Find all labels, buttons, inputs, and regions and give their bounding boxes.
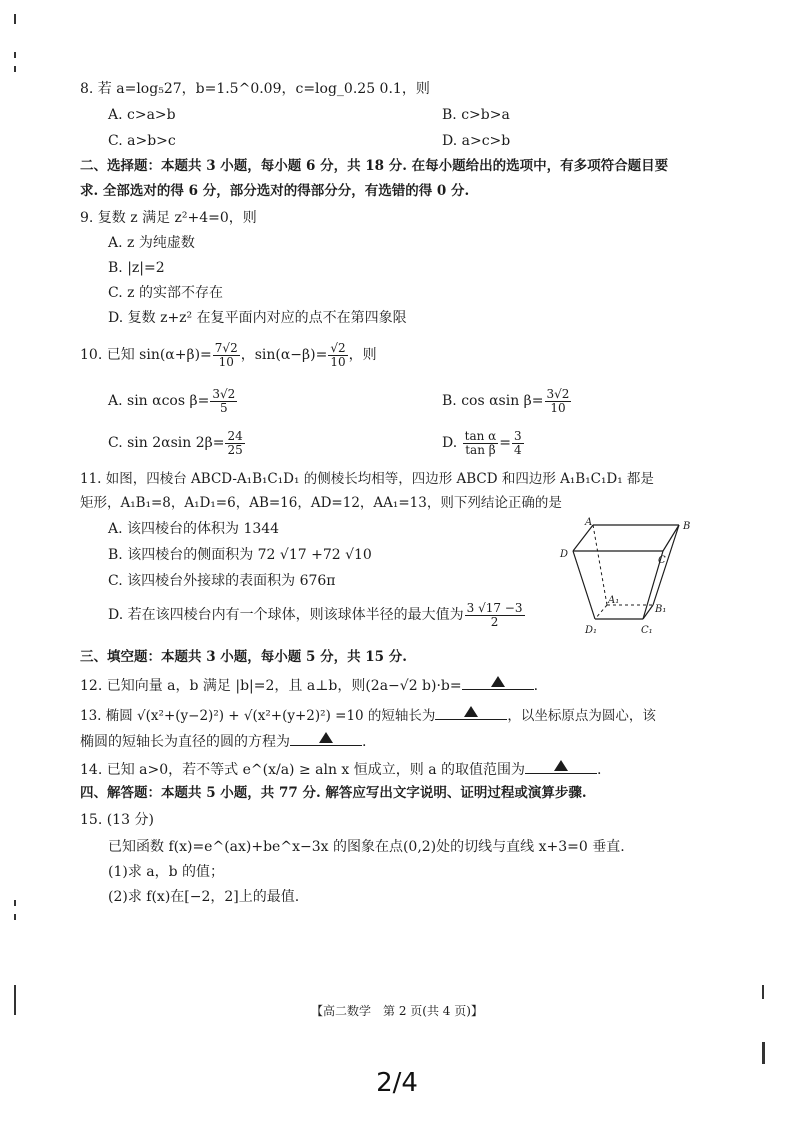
edge-dd1 bbox=[573, 551, 595, 619]
q15-stem: 已知函数 f(x)=e^(ax)+be^x−3x 的图象在点(0,2)处的切线与直线 x+3=0 垂直. bbox=[108, 839, 625, 855]
triangle-marker-icon bbox=[464, 706, 478, 717]
q10-option-a-text: A. sin αcos β= bbox=[108, 393, 210, 409]
q8-option-c: C. a>b>c bbox=[108, 133, 176, 149]
q10-option-d-right-numerator: 3 bbox=[514, 428, 522, 443]
label-c: C bbox=[658, 555, 666, 566]
q10-fraction-2-denominator: 10 bbox=[330, 354, 346, 369]
q10-option-d bbox=[442, 428, 525, 458]
scan-mark bbox=[762, 1042, 765, 1064]
page-number: 2/4 bbox=[376, 1068, 418, 1098]
q10-fraction-1 bbox=[213, 342, 240, 369]
q10-option-b-text: B. cos αsin β= bbox=[442, 393, 544, 409]
q10-fraction-1-denominator: 10 bbox=[218, 354, 234, 369]
q10-option-b-denominator: 10 bbox=[550, 400, 566, 415]
label-a: A bbox=[585, 517, 593, 528]
q13-after: ，以坐标原点为圆心，该 bbox=[507, 708, 656, 724]
q10-option-c-text: C. sin 2αsin 2β= bbox=[108, 435, 225, 451]
q10-option-c bbox=[108, 428, 246, 458]
q12 bbox=[80, 675, 538, 695]
triangle-marker-icon bbox=[491, 676, 505, 687]
q9-option-a: A. z 为纯虚数 bbox=[108, 235, 195, 251]
q13-line2 bbox=[80, 731, 366, 751]
label-c1: C₁ bbox=[641, 625, 653, 636]
edge-a1d1 bbox=[595, 605, 607, 619]
triangle-marker-icon bbox=[319, 732, 333, 743]
q13-line1 bbox=[80, 705, 656, 725]
q11-stem-line2: 矩形，A₁B₁=8，A₁D₁=6，AB=16，AD=12，AA₁=13，则下列结论正确的是 bbox=[80, 495, 562, 511]
q13-answer-blank-1[interactable] bbox=[435, 705, 507, 720]
edge-bc bbox=[663, 525, 679, 551]
scan-mark bbox=[14, 14, 16, 24]
q9-option-c: C. z 的实部不存在 bbox=[108, 285, 223, 301]
q10-option-b-numerator: 3√2 bbox=[546, 386, 570, 401]
label-d1: D₁ bbox=[585, 625, 598, 636]
q10-option-d-left-denominator: tan β bbox=[465, 442, 496, 457]
page-footer: 【高二数学 第 2 页(共 4 页)】 bbox=[311, 1004, 483, 1018]
label-b1: B₁ bbox=[655, 604, 667, 615]
scan-mark bbox=[14, 900, 16, 906]
section2-heading-line2: 求. 全部选对的得 6 分，部分选对的得部分分，有选错的得 0 分. bbox=[80, 183, 470, 199]
q14 bbox=[80, 759, 601, 779]
q9-option-b: B. |z|=2 bbox=[108, 260, 165, 276]
q8-option-d: D. a>c>b bbox=[442, 133, 511, 149]
q12-end: . bbox=[533, 678, 539, 694]
q10-fraction-2 bbox=[328, 342, 347, 369]
q11-option-d-text: D. 若在该四棱台内有一个球体，则该球体半径的最大值为 bbox=[108, 607, 464, 623]
edge-da bbox=[573, 525, 593, 551]
q10-fraction-1-numerator: 7√2 bbox=[214, 340, 238, 355]
scan-mark bbox=[14, 52, 16, 58]
section2-heading-line1: 二、选择题：本题共 3 小题，每小题 6 分，共 18 分. 在每小题给出的选项中，有多项符合题目要 bbox=[80, 158, 669, 174]
q10-suffix: ，则 bbox=[348, 347, 377, 363]
q10-mid: ，sin(α−β)= bbox=[240, 347, 328, 363]
label-b: B bbox=[683, 521, 691, 532]
q10-stem bbox=[80, 340, 377, 370]
q11-option-d-numerator: 3 √17 −3 bbox=[466, 600, 523, 615]
q12-text: 12. 已知向量 a，b 满足 |b|=2，且 a⊥b，则(2a−√2 b)·b= bbox=[80, 678, 462, 694]
q8-stem: 8. 若 a=log₅27，b=1.5^0.09，c=log_0.25 0.1，则 bbox=[80, 81, 430, 97]
frustum-figure bbox=[555, 515, 705, 640]
scan-mark bbox=[14, 914, 16, 920]
q13-line2-end: . bbox=[362, 734, 367, 750]
q10-option-a-numerator: 3√2 bbox=[212, 386, 236, 401]
q10-option-c-numerator: 24 bbox=[227, 428, 243, 443]
q8-option-b: B. c>b>a bbox=[442, 107, 510, 123]
q10-option-b-fraction bbox=[545, 388, 572, 415]
q12-answer-blank[interactable] bbox=[462, 675, 534, 690]
triangle-marker-icon bbox=[554, 760, 568, 771]
label-d: D bbox=[560, 549, 569, 560]
q10-option-d-left-fraction bbox=[463, 430, 499, 457]
q11-option-a: A. 该四棱台的体积为 1344 bbox=[108, 521, 280, 537]
q9-option-d: D. 复数 z+z² 在复平面内对应的点不在第四象限 bbox=[108, 310, 407, 326]
q11-option-d bbox=[108, 600, 526, 630]
section3-heading: 三、填空题：本题共 3 小题，每小题 5 分，共 15 分. bbox=[80, 649, 407, 665]
label-a1: A₁ bbox=[608, 595, 620, 606]
edge-bb1 bbox=[653, 525, 679, 605]
q10-option-d-left-numerator: tan α bbox=[464, 428, 497, 443]
q14-end: . bbox=[597, 762, 602, 778]
q8-option-a: A. c>a>b bbox=[108, 107, 176, 123]
q15-part-1: (1)求 a，b 的值； bbox=[108, 864, 225, 880]
section4-heading: 四、解答题：本题共 5 小题，共 77 分. 解答应写出文字说明、证明过程或演算步骤. bbox=[80, 785, 587, 801]
q13-line2-text: 椭圆的短轴长为直径的圆的方程为 bbox=[80, 734, 290, 750]
q10-fraction-2-numerator: √2 bbox=[330, 340, 346, 355]
q10-option-d-equals: = bbox=[499, 435, 511, 451]
q15-part-2: (2)求 f(x)在[−2，2]上的最值. bbox=[108, 889, 300, 905]
q10-option-d-text: D. bbox=[442, 435, 458, 451]
q11-option-d-fraction bbox=[465, 602, 525, 629]
q11-option-d-denominator: 2 bbox=[490, 614, 499, 629]
q10-option-d-right-fraction bbox=[512, 430, 524, 457]
q14-text: 14. 已知 a>0，若不等式 e^(x/a) ≥ aln x 恒成立，则 a 的取值范围为 bbox=[80, 762, 526, 778]
q13-text: 13. 椭圆 √(x²+(y−2)²) + √(x²+(y+2)²) =10 的短轴长为 bbox=[80, 708, 436, 724]
q11-option-b: B. 该四棱台的侧面积为 72 √17 +72 √10 bbox=[108, 547, 372, 563]
q10-option-c-fraction bbox=[225, 430, 244, 457]
q15-header: 15. (13 分) bbox=[80, 812, 154, 828]
q9-stem: 9. 复数 z 满足 z²+4=0，则 bbox=[80, 210, 257, 226]
q14-answer-blank[interactable] bbox=[525, 759, 597, 774]
q10-prefix: 10. 已知 sin(α+β)= bbox=[80, 347, 212, 363]
q10-option-a-fraction bbox=[210, 388, 237, 415]
q11-stem-line1: 11. 如图，四棱台 ABCD-A₁B₁C₁D₁ 的侧棱长均相等，四边形 ABCD 和四边形 A₁B₁C₁D₁ 都是 bbox=[80, 471, 654, 487]
q10-option-b bbox=[442, 386, 572, 416]
q10-option-d-right-denominator: 4 bbox=[514, 442, 522, 457]
edge-aa1 bbox=[593, 525, 607, 605]
scan-mark bbox=[762, 985, 764, 999]
q10-option-a bbox=[108, 386, 238, 416]
scan-mark bbox=[14, 66, 16, 72]
q10-option-a-denominator: 5 bbox=[219, 400, 228, 415]
q13-answer-blank-2[interactable] bbox=[290, 731, 362, 746]
q10-option-c-denominator: 25 bbox=[227, 442, 243, 457]
q11-option-c: C. 该四棱台外接球的表面积为 676π bbox=[108, 573, 336, 589]
